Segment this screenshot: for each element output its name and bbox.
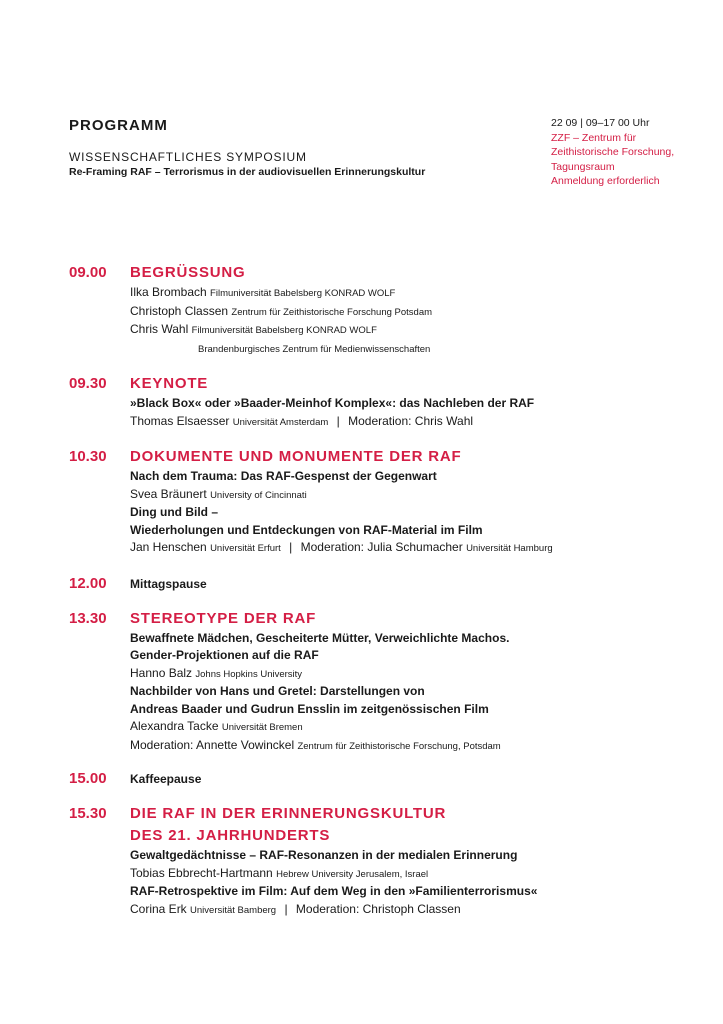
break-label: Mittagspause [130,576,207,591]
break-label: Kaffeepause [130,772,202,786]
speaker-name: Ilka Brombach [130,285,207,299]
session-title: DES 21. JAHRHUNDERTS [130,827,331,844]
separator: | [336,413,340,428]
event-date: 22 09 | 09–17 00 Uhr [551,117,650,129]
speaker-line [130,321,715,340]
speaker-affiliation: Universität Erfurt [210,543,281,554]
session-title: DIE RAF IN DER ERINNERUNGSKULTUR [130,805,447,822]
speaker-line [130,718,715,737]
speaker-affiliation: University of Cincinnati [210,489,307,501]
session-time: 13.30 [69,609,107,627]
speaker-affiliation: Filmuniversität Babelsberg KONRAD WOLF [191,325,377,336]
separator: | [284,901,288,916]
moderator-affiliation: Zentrum für Zeithistorische Forschung, Potsdam [297,740,501,752]
session-1330 [0,608,723,756]
session-1200 [0,573,723,595]
speaker-line [130,413,715,432]
separator: | [289,540,293,554]
session-time: 15.30 [69,805,107,822]
event-info [551,116,719,189]
session-1030 [0,446,723,558]
speaker-line [130,539,715,558]
speaker-line [198,340,715,359]
event-venue-line: Tagungsraum [551,160,615,173]
speaker-name: Hanno Balz [130,665,193,680]
session-title: KEYNOTE [130,375,209,392]
talk-title: Ding und Bild – [130,505,218,519]
talk-title: RAF-Retrospektive im Film: Auf dem Weg in den »Familienterrorismus« [130,884,538,898]
page-title: PROGRAMM [69,117,168,134]
session-time: 15.00 [69,770,107,787]
speaker-name: Alexandra Tacke [130,719,219,733]
speaker-name: Thomas Elsaesser [130,413,230,428]
session-time: 10.30 [69,448,107,465]
speaker-line [130,303,715,322]
moderator-affiliation: Universität Hamburg [466,543,553,554]
moderation: Moderation: Christoph Classen [295,901,461,916]
speaker-name: Christoph Classen [130,303,229,318]
symposium-title: WISSENSCHAFTLICHES SYMPOSIUM [69,150,307,164]
speaker-line [130,665,715,684]
talk-title: Nach dem Trauma: Das RAF-Gespenst der Gegenwart [130,469,437,483]
moderation: Moderation: Chris Wahl [348,413,474,428]
speaker-name: Corina Erk [130,901,187,916]
speaker-name: Svea Bräunert [130,486,207,501]
talk-title: »Black Box« oder »Baader-Meinhof Komplex«: das Nachleben der RAF [130,396,535,410]
speaker-affiliation: Filmuniversität Babelsberg KONRAD WOLF [210,288,396,299]
speaker-affiliation: Zentrum für Zeithistorische Forschung Potsdam [231,306,433,318]
moderation: Moderation: Annette Vowinckel [130,737,295,752]
moderation-line [130,737,715,756]
symposium-subtitle: Re-Framing RAF – Terrorismus in der audiovisuellen Erinnerungskultur [69,166,426,178]
event-venue-line: ZZF – Zentrum für [551,131,637,144]
speaker-name: Chris Wahl [130,322,189,336]
talk-title: Nachbilder von Hans und Gretel: Darstellungen von [130,684,425,698]
speaker-affiliation: Johns Hopkins University [195,668,303,680]
talk-title: Gewaltgedächtnisse – RAF-Resonanzen in der medialen Erinnerung [130,848,518,862]
session-title: DOKUMENTE UND MONUMENTE DER RAF [130,448,462,465]
speaker-name: Jan Henschen [130,540,207,554]
speaker-affiliation: Universität Bamberg [190,904,277,916]
program-header [69,116,425,180]
program-schedule [0,262,723,919]
speaker-line [130,284,715,303]
speaker-affiliation: Universität Bremen [221,722,303,733]
talk-title: Wiederholungen und Entdeckungen von RAF-Material im Film [130,522,483,537]
session-0930 [0,373,723,431]
speaker-line [130,486,715,505]
speaker-affiliation: Brandenburgisches Zentrum für Medienwissenschaften [198,343,431,355]
talk-title: Gender-Projektionen auf die RAF [130,648,319,662]
event-registration: Anmeldung erforderlich [551,175,660,188]
event-venue-line: Zeithistorische Forschung, [551,146,675,159]
speaker-line [130,901,715,920]
session-title: BEGRÜSSUNG [130,264,246,281]
session-title: STEREOTYPE DER RAF [130,609,317,627]
speaker-affiliation: Universität Amsterdam [232,416,329,428]
session-time: 09.30 [69,375,107,392]
moderation: Moderation: Julia Schumacher [300,540,463,554]
speaker-affiliation: Hebrew University Jerusalem, Israel [276,868,429,880]
talk-title: Bewaffnete Mädchen, Gescheiterte Mütter, Verweichlichte Machos. [130,630,510,645]
session-1530 [0,803,723,919]
session-1500 [0,768,723,790]
talk-title: Andreas Baader und Gudrun Ensslin im zeitgenössischen Film [130,701,489,716]
speaker-name: Tobias Ebbrecht-Hartmann [130,865,273,880]
speaker-line [130,865,715,884]
session-time: 12.00 [69,574,107,592]
session-0900 [0,262,723,358]
session-time: 09.00 [69,264,107,281]
